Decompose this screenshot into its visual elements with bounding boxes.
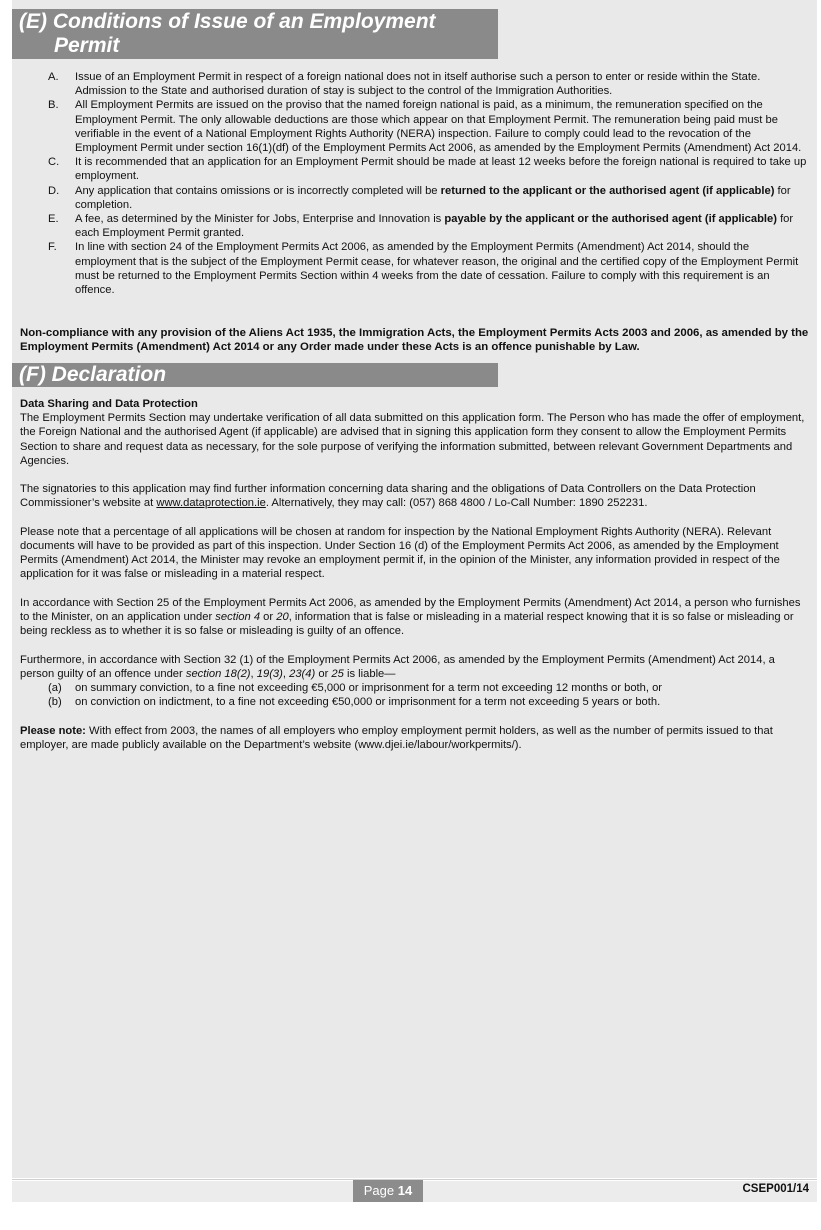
paragraph-text: or (315, 667, 332, 680)
declaration-paragraph-4 (20, 596, 812, 639)
please-note-paragraph (20, 724, 812, 752)
item-text: In line with section 24 of the Employment Permits Act 2006, as amended by the Employment Permits (Amendment) Act 2014, should the employment that is the subject of the Employment Permit cease, for whatever reason, the original and the certified copy of the Employment Permit must be returned to the Employment Permits Section within 4 weeks from the date of cessation. Failure to comply with this requirement is an offence. (75, 241, 799, 297)
item-text-bold: payable by the applicant or the authorised agent (if applicable) (444, 213, 777, 226)
condition-item-d (20, 184, 812, 212)
penalty-item-a (20, 681, 812, 695)
paragraph-italic: section 18(2) (185, 667, 251, 680)
conditions-list (20, 70, 812, 297)
paragraph-text: , information that is false or misleading in a material respect knowing that it is so false or misleading or being reckless as to whether it is so false or misleading is guilty of an offence. (20, 611, 794, 638)
item-text: for completion. (75, 184, 791, 211)
item-text: on summary conviction, to a fine not exceeding €5,000 or imprisonment for a term not exceeding 12 months or both, or (75, 682, 663, 694)
item-text: All Employment Permits are issued on the proviso that the named foreign national is paid, as a minimum, the remuneration specified on the Employment Permit. The only allowable deductions are those which appear on that Employment Permit. The remuneration being paid must be verifiable in the event of a National Employment Rights Authority (NERA) inspection. Failure to comply could lead to the revocation of the Employment Permit under section 16(1)(df) of the Employment Permits Act 2006, as amended by the Employment Permits (Amendment) Act 2014. (75, 99, 802, 155)
condition-item-f (20, 240, 812, 297)
paragraph-text: The signatories to this application may find further information concerning data sharing and the obligations of Data Controllers on the Data Protection Commissioner’s website at (20, 483, 756, 510)
item-text: Any application that contains omissions or is incorrectly completed will be (75, 184, 441, 197)
paragraph-text: , (250, 667, 257, 680)
item-letter: B. (48, 99, 59, 112)
item-text: Issue of an Employment Permit in respect of a foreign national does not in itself authorise such a person to enter or reside within the State. Admission to the State and authorised duration of stay is subject to the control of the Immigration Authorities. (75, 71, 761, 98)
declaration-body (20, 397, 812, 766)
paragraph-text: In accordance with Section 25 of the Employment Permits Act 2006, as amended by the Employment Permits (Amendment) Act 2014, a person who furnishes to the Minister, on an application under (20, 596, 801, 623)
paragraph-text: or (260, 611, 277, 623)
item-text: A fee, as determined by the Minister for Jobs, Enterprise and Innovation is (75, 213, 445, 226)
item-letter: D. (48, 184, 60, 197)
item-text: on conviction on indictment, to a fine not exceeding €50,000 or imprisonment for a term not exceeding 5 years or both. (75, 696, 661, 709)
data-protection-subhead: Data Sharing and Data Protection (20, 398, 198, 410)
declaration-paragraph-3: Please note that a percentage of all applications will be chosen at random for inspection by the National Employment Rights Authority (NERA). Relevant documents will have to be provided as part of this inspection. Under Section 16 (d) of the Employment Permits Act 2006, as amended by the Employment Permits (Amendment) Act 2014, the Minister may revoke an employment permit if, in the opinion of the Minister, any information provided in respect of the application for it was false or misleading in a material respect. (20, 525, 780, 581)
noncompliance-notice: Non-compliance with any provision of the Aliens Act 1935, the Immigration Acts, the Employment Permits Acts 2003 and 2006, as amended by the Employment Permits (Amendment) Act 2014 or any Order made under these Acts is an offence punishable by Law. (20, 327, 809, 354)
condition-item-c (20, 155, 812, 183)
section-e-title-line2: Permit (54, 34, 120, 57)
declaration-paragraph-2 (20, 482, 812, 510)
paragraph-text: . Alternatively, they may call: (057) 868 4800 / Lo-Call Number: 1890 252231. (265, 497, 648, 510)
page-label: Page (363, 1183, 395, 1198)
please-note-text: With effect from 2003, the names of all employers who employ employment permit holders, as well as the number of permits issued to that employer, are made publicly available on the Department’s website (www.djei.ie/labour/workpermits/). (20, 724, 773, 751)
section-f-title: (F) Declaration (19, 363, 167, 386)
paragraph-italic: 19(3) (256, 667, 283, 680)
page-number: 14 (397, 1183, 413, 1198)
section-e-title-line1: (E) Conditions of Issue of an Employment (19, 10, 436, 33)
paragraph-text: , (282, 667, 290, 680)
item-letter: E. (48, 213, 59, 226)
item-text-bold: returned to the applicant or the authorised agent (if applicable) (440, 184, 775, 197)
paragraph-italic: section 4 (215, 611, 261, 623)
please-note-label: Please note: (20, 724, 86, 737)
paragraph-text: is liable— (343, 667, 396, 680)
paragraph-text: Furthermore, in accordance with Section 32 (1) of the Employment Permits Act 2006, as amended by the Employment Permits (Amendment) Act 2014, a person guilty of an offence under (20, 653, 775, 680)
paragraph-italic: 23(4) (289, 667, 316, 680)
item-text: It is recommended that an application for an Employment Permit should be made at least 12 weeks before the foreign national is required to take up employment. (75, 156, 807, 183)
penalty-list (20, 681, 812, 709)
section-e-heading (12, 9, 498, 59)
dataprotection-link[interactable]: www.dataprotection.ie (156, 497, 266, 510)
item-letter: A. (48, 71, 59, 83)
condition-item-e (20, 212, 812, 240)
item-letter: (a) (48, 682, 62, 694)
condition-item-a (20, 70, 812, 98)
paragraph-italic: 20 (276, 611, 289, 623)
section-f-heading (12, 363, 498, 387)
penalty-item-b (20, 695, 812, 709)
declaration-paragraph-1: The Employment Permits Section may undertake verification of all data submitted on this application form. The Person who has made the offer of employment, the Foreign National and the authorised Agent (if applicable) are advised that in signing this application form they consent to allow the Employment Permits Section to share and request data as necessary, for the sole purpose of verifying the information submitted, between relevant Government Departments and Agencies. (20, 412, 805, 467)
item-letter: C. (48, 156, 60, 169)
paragraph-italic: 25 (331, 667, 344, 680)
declaration-paragraph-5 (20, 653, 812, 681)
condition-item-b (20, 98, 812, 155)
item-text: for each Employment Permit granted. (75, 213, 794, 240)
item-letter: (b) (48, 696, 62, 709)
page-number-badge (353, 1180, 423, 1202)
form-code: CSEP001/14 (742, 1183, 809, 1195)
item-letter: F. (48, 241, 57, 254)
